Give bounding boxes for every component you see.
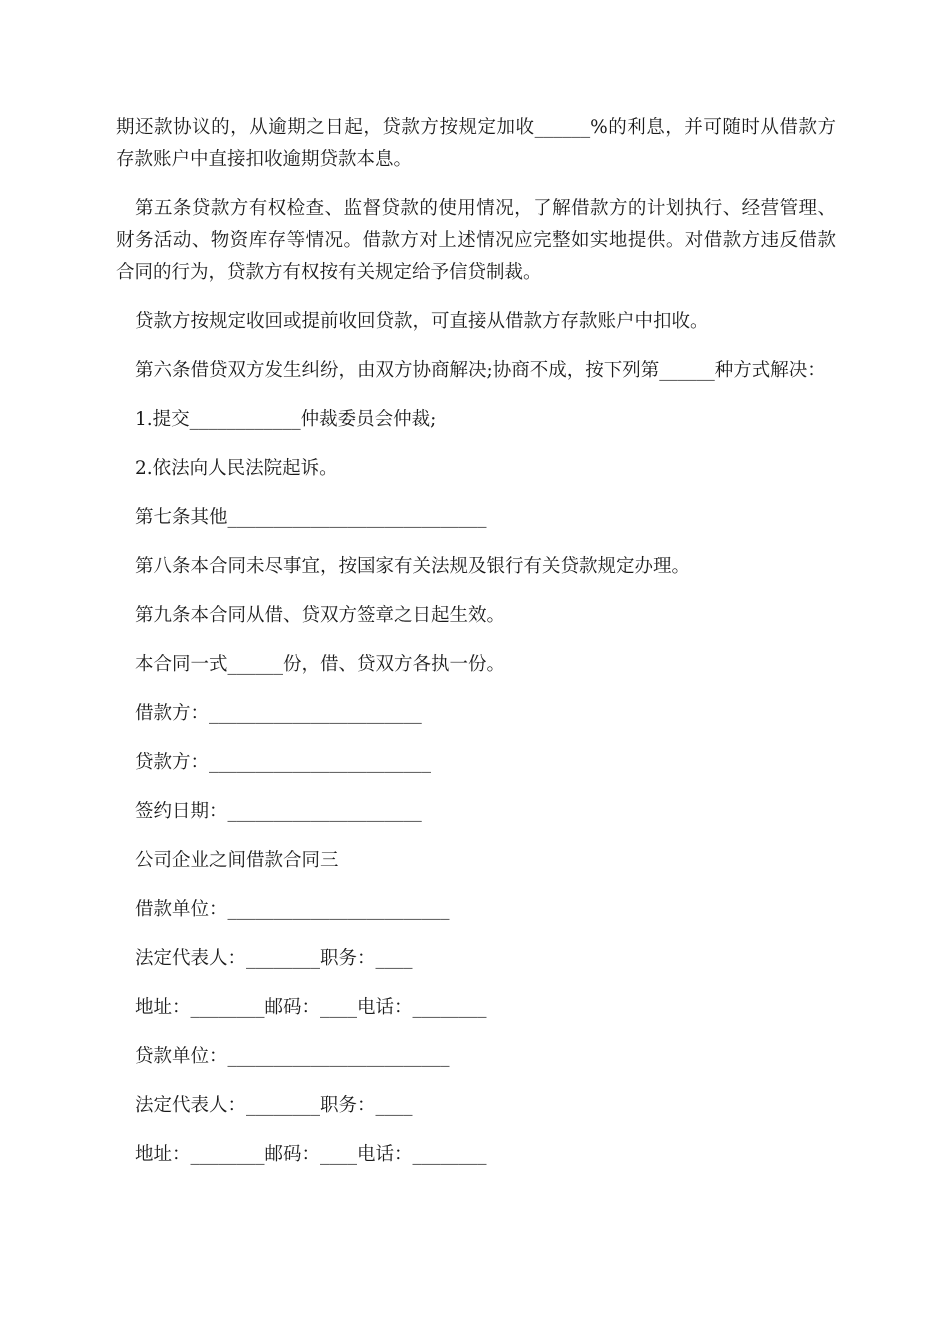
field-lender-legal-rep: 法定代表人：________职务：____ xyxy=(135,1095,413,1116)
paragraph-option-court: 2.依法向人民法院起诉。 xyxy=(135,458,338,479)
field-signing-date: 签约日期：_____________________ xyxy=(135,801,422,822)
paragraph-overdue-interest: 期还款协议的，从逾期之日起，贷款方按规定加收______%的利息，并可随时从借款方存款账户中直接扣收逾期贷款本息。 xyxy=(116,117,836,170)
section-title-contract-three: 公司企业之间借款合同三 xyxy=(135,850,339,871)
field-lender: 贷款方：________________________ xyxy=(135,752,432,773)
paragraph-option-arbitration: 1.提交____________仲裁委员会仲裁; xyxy=(135,409,437,430)
field-lender-address: 地址：________邮码：____电话：________ xyxy=(135,1144,487,1165)
document-page xyxy=(116,112,836,1188)
field-borrower: 借款方：_______________________ xyxy=(135,703,422,724)
paragraph-article-8: 第八条本合同未尽事宜，按国家有关法规及银行有关贷款规定办理。 xyxy=(135,556,691,577)
field-lending-unit: 贷款单位：________________________ xyxy=(135,1046,450,1067)
field-borrowing-unit: 借款单位：________________________ xyxy=(135,899,450,920)
paragraph-article-7: 第七条其他____________________________ xyxy=(135,507,487,528)
paragraph-recall-loan: 贷款方按规定收回或提前收回贷款，可直接从借款方存款账户中扣收。 xyxy=(135,311,709,332)
paragraph-article-6: 第六条借贷双方发生纠纷，由双方协商解决;协商不成，按下列第______种方式解决： xyxy=(135,360,826,381)
field-borrower-address: 地址：________邮码：____电话：________ xyxy=(135,997,487,1018)
paragraph-copies: 本合同一式______份，借、贷双方各执一份。 xyxy=(135,654,506,675)
paragraph-article-9: 第九条本合同从借、贷双方签章之日起生效。 xyxy=(135,605,506,626)
paragraph-article-5: 第五条贷款方有权检查、监督贷款的使用情况，了解借款方的计划执行、经营管理、财务活动、物资库存等情况。借款方对上述情况应完整如实地提供。对借款方违反借款合同的行为，贷款方有权按有关规定给予信贷制裁。 xyxy=(116,198,836,283)
field-borrower-legal-rep: 法定代表人：________职务：____ xyxy=(135,948,413,969)
